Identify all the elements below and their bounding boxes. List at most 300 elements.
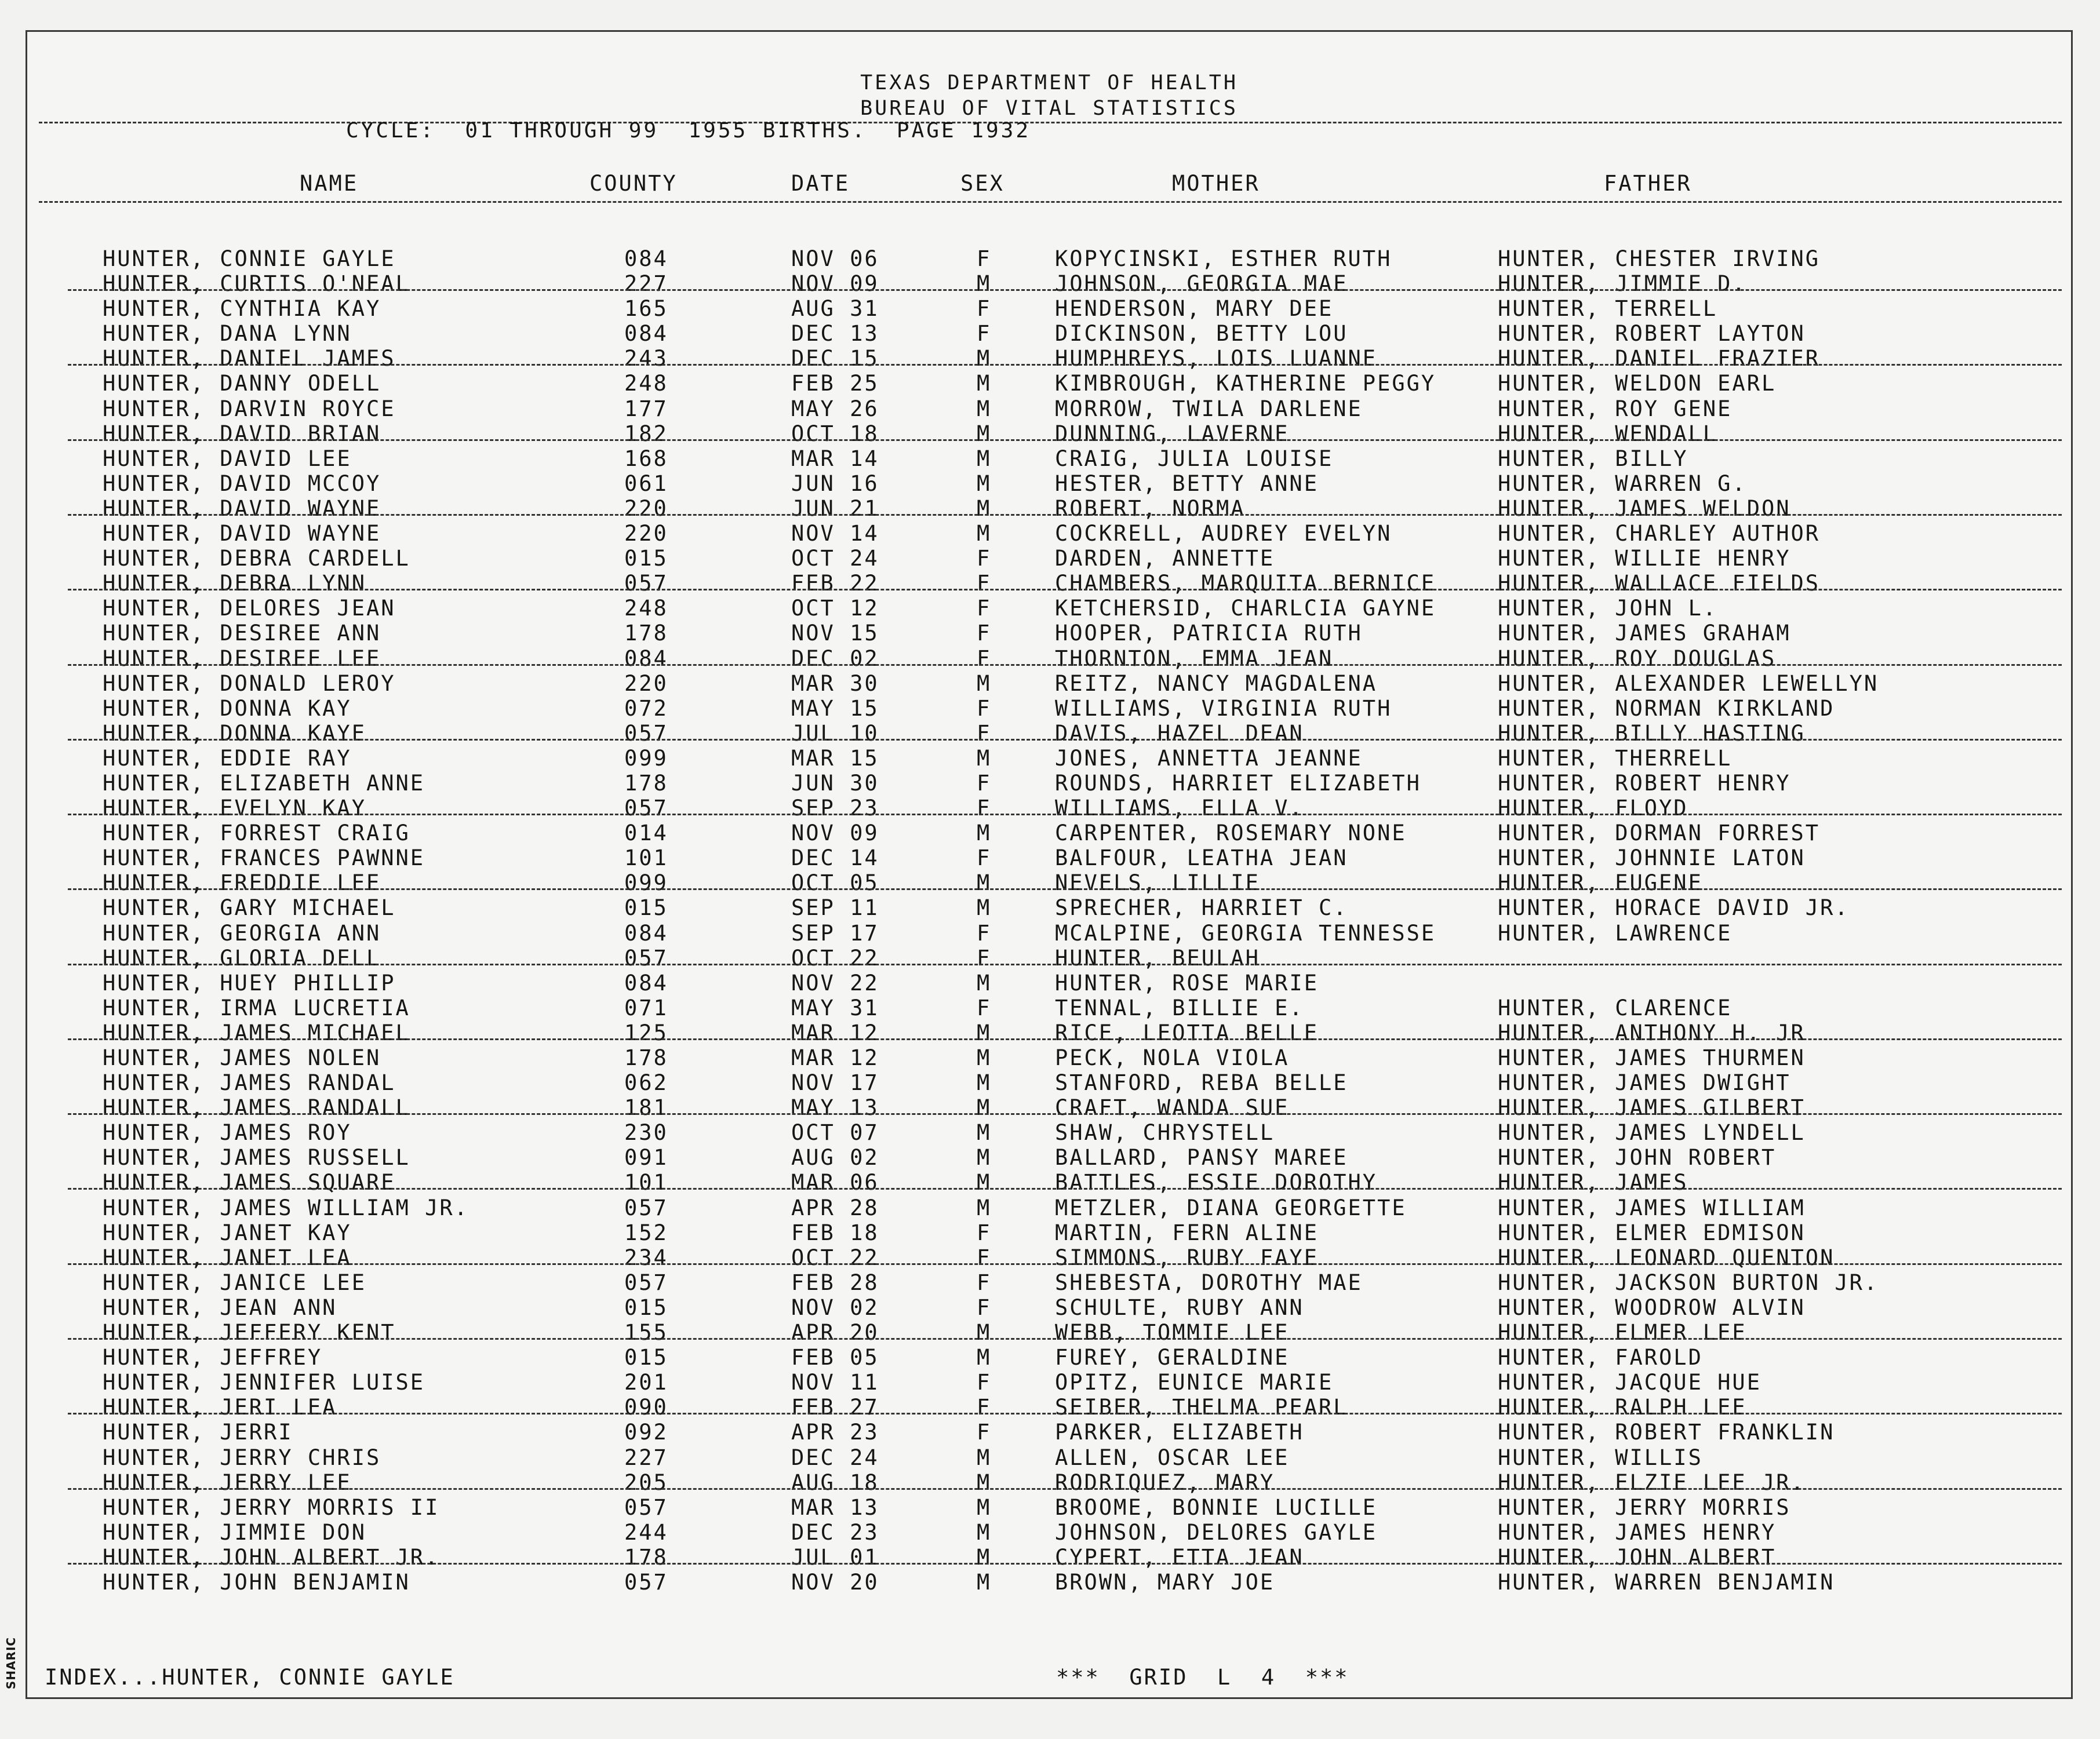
record-name: HUNTER, DAVID WAYNE [103,521,381,546]
record-father: HUNTER, JAMES LYNDELL [1498,1120,1806,1146]
record-name: HUNTER, CONNIE GAYLE [103,246,396,271]
record-county: 220 [624,521,668,546]
record-father: HUNTER, DANIEL FRAZIER [1498,346,1821,371]
record-date: FEB 22 [791,571,879,596]
record-father: HUNTER, ROBERT FRANKLIN [1498,1420,1835,1445]
record-county: 015 [624,1345,668,1370]
record-date: MAR 30 [791,670,879,696]
record-row [27,396,2071,421]
record-name: HUNTER, JERRY LEE [103,1470,352,1495]
birth-records-list [27,246,2071,1595]
record-sex: M [977,446,992,471]
record-date: OCT 24 [791,546,879,571]
record-sex: M [977,895,992,921]
record-mother: THORNTON, EMMA JEAN [1055,646,1334,671]
record-row [27,621,2071,646]
record-name: HUNTER, DONALD LEROY [103,670,396,696]
record-sex: F [977,1270,992,1295]
record-sex: M [977,821,992,846]
record-county: 057 [624,1195,668,1220]
record-row [27,546,2071,571]
record-father: HUNTER, BILLY [1498,446,1688,471]
record-row [27,1070,2071,1095]
record-mother: BALLARD, PANSY MAREE [1055,1145,1348,1171]
record-name: HUNTER, IRMA LUCRETIA [103,995,410,1020]
record-row [27,946,2071,971]
record-father: HUNTER, JAMES HENRY [1498,1519,1777,1545]
record-row [27,446,2071,471]
record-date: JUN 30 [791,770,879,796]
record-date: NOV 20 [791,1569,879,1595]
record-sex: M [977,1345,992,1370]
record-mother: HOOPER, PATRICIA RUTH [1055,621,1363,646]
record-name: HUNTER, GEORGIA ANN [103,920,381,946]
record-mother: CHAMBERS, MARQUITA BERNICE [1055,571,1436,596]
record-county: 220 [624,495,668,521]
record-name: HUNTER, DANNY ODELL [103,371,381,396]
record-county: 015 [624,546,668,571]
record-mother: KETCHERSID, CHARLCIA GAYNE [1055,596,1436,621]
record-father: HUNTER, LEONARD QUENTON [1498,1245,1835,1270]
record-mother: CRAIG, JULIA LOUISE [1055,446,1334,471]
record-row [27,895,2071,920]
record-mother: HUNTER, BEULAH [1055,945,1260,971]
record-county: 061 [624,471,668,496]
record-row [27,346,2071,371]
record-sex: F [977,1420,992,1445]
record-sex: M [977,1544,992,1570]
record-date: MAR 14 [791,446,879,471]
record-mother: FUREY, GERALDINE [1055,1345,1290,1370]
record-county: 230 [624,1120,668,1146]
record-father: HUNTER, BILLY HASTING [1498,720,1806,746]
record-row [27,671,2071,696]
record-county: 201 [624,1370,668,1395]
record-row [27,1470,2071,1495]
record-row [27,1420,2071,1445]
record-sex: F [977,596,992,621]
record-county: 152 [624,1220,668,1245]
record-date: DEC 23 [791,1519,879,1545]
record-sex: M [977,1470,992,1495]
record-mother: PARKER, ELIZABETH [1055,1420,1304,1445]
record-date: MAR 15 [791,745,879,771]
record-county: 227 [624,271,668,297]
record-sex: M [977,1120,992,1146]
record-row [27,1220,2071,1245]
record-father: HUNTER, EUGENE [1498,870,1703,896]
record-name: HUNTER, DONNA KAY [103,695,352,721]
microfiche-sheet [26,30,2073,1699]
record-father: HUNTER, JAMES DWIGHT [1498,1070,1791,1096]
record-date: OCT 22 [791,1245,879,1270]
footer-grid: *** GRID L 4 *** [1056,1665,1349,1690]
record-date: OCT 07 [791,1120,879,1146]
record-name: HUNTER, JAMES ROY [103,1120,352,1146]
record-county: 155 [624,1320,668,1346]
record-row [27,996,2071,1020]
record-father: HUNTER, FAROLD [1498,1345,1703,1370]
record-date: DEC 14 [791,845,879,871]
record-date: SEP 23 [791,796,879,821]
record-mother: STANFORD, REBA BELLE [1055,1070,1348,1096]
record-county: 015 [624,895,668,921]
record-date: JUN 16 [791,471,879,496]
record-father: HUNTER, CLARENCE [1498,995,1733,1020]
record-sex: F [977,1245,992,1270]
record-name: HUNTER, JAMES RANDAL [103,1070,396,1096]
record-father: HUNTER, RALPH LEE [1498,1395,1747,1420]
record-mother: SPRECHER, HARRIET C. [1055,895,1348,921]
record-county: 057 [624,1270,668,1295]
record-name: HUNTER, JERI LEA [103,1395,337,1420]
record-row [27,596,2071,621]
record-mother: DUNNING, LAVERNE [1055,421,1290,446]
record-date: NOV 09 [791,271,879,297]
record-county: 057 [624,945,668,971]
record-sex: F [977,296,992,322]
record-mother: CRAFT, WANDA SUE [1055,1095,1290,1121]
record-sex: F [977,720,992,746]
record-row [27,1495,2071,1520]
record-county: 057 [624,720,668,746]
record-date: JUN 21 [791,495,879,521]
record-sex: M [977,745,992,771]
record-row [27,870,2071,895]
record-name: HUNTER, FRANCES PAWNNE [103,845,425,871]
record-mother: METZLER, DIANA GEORGETTE [1055,1195,1407,1220]
header-bureau: BUREAU OF VITAL STATISTICS [860,97,1238,120]
record-sex: M [977,1445,992,1470]
record-mother: SEIBER, THELMA PEARL [1055,1395,1348,1420]
record-mother: OPITZ, EUNICE MARIE [1055,1370,1334,1395]
record-father: HUNTER, ELMER EDMISON [1498,1220,1806,1245]
record-father: HUNTER, CHESTER IRVING [1498,246,1821,271]
record-name: HUNTER, DAVID BRIAN [103,421,381,446]
record-row [27,296,2071,321]
record-row [27,1245,2071,1270]
record-mother: CARPENTER, ROSEMARY NONE [1055,821,1407,846]
record-date: APR 20 [791,1320,879,1346]
record-mother: MARTIN, FERN ALINE [1055,1220,1319,1245]
record-sex: M [977,1170,992,1195]
record-mother: JONES, ANNETTA JEANNE [1055,745,1363,771]
record-row [27,321,2071,346]
record-father: HUNTER, JOHNNIE LATON [1498,845,1806,871]
record-name: HUNTER, JOHN ALBERT JR. [103,1544,440,1570]
record-name: HUNTER, JERRY MORRIS II [103,1494,440,1520]
record-father: HUNTER, JAMES GRAHAM [1498,621,1791,646]
record-father: HUNTER, JIMMIE D. [1498,271,1747,297]
record-date: FEB 18 [791,1220,879,1245]
record-county: 220 [624,670,668,696]
record-sex: F [977,321,992,347]
record-father: HUNTER, NORMAN KIRKLAND [1498,695,1835,721]
record-name: HUNTER, JANET LEA [103,1245,352,1270]
record-father: HUNTER, JAMES THURMEN [1498,1045,1806,1070]
record-county: 084 [624,646,668,671]
record-county: 234 [624,1245,668,1270]
record-date: AUG 18 [791,1470,879,1495]
record-date: OCT 18 [791,421,879,446]
record-date: APR 23 [791,1420,879,1445]
record-sex: M [977,371,992,396]
record-mother: JOHNSON, DELORES GAYLE [1055,1519,1378,1545]
record-county: 168 [624,446,668,471]
column-header-sex: SEX [960,171,1004,196]
record-sex: M [977,1070,992,1096]
record-sex: F [977,845,992,871]
record-sex: M [977,521,992,546]
record-row [27,1145,2071,1170]
record-sex: F [977,246,992,271]
record-county: 092 [624,1420,668,1445]
record-name: HUNTER, CYNTHIA KAY [103,296,381,322]
record-mother: DARDEN, ANNETTE [1055,546,1275,571]
record-name: HUNTER, DAVID MCCOY [103,471,381,496]
record-name: HUNTER, DESIREE ANN [103,621,381,646]
record-county: 244 [624,1519,668,1545]
record-mother: HUNTER, ROSE MARIE [1055,970,1319,996]
record-date: FEB 05 [791,1345,879,1370]
record-mother: WILLIAMS, VIRGINIA RUTH [1055,695,1392,721]
record-father: HUNTER, JAMES [1498,1170,1688,1195]
record-sex: M [977,421,992,446]
record-mother: JOHNSON, GEORGIA MAE [1055,271,1348,297]
record-father: HUNTER, ROY GENE [1498,396,1733,421]
record-mother: REITZ, NANCY MAGDALENA [1055,670,1378,696]
record-row [27,1195,2071,1220]
record-county: 101 [624,845,668,871]
record-name: HUNTER, JAMES MICHAEL [103,1020,410,1045]
record-name: HUNTER, DANIEL JAMES [103,346,396,371]
record-county: 072 [624,695,668,721]
record-father: HUNTER, ROY DOUGLAS [1498,646,1777,671]
record-father: HUNTER, WARREN G. [1498,471,1747,496]
record-sex: M [977,1145,992,1171]
margin-stamp-text: SHARIC [4,1636,19,1690]
record-name: HUNTER, JAMES NOLEN [103,1045,381,1070]
record-name: HUNTER, DELORES JEAN [103,596,396,621]
record-county: 084 [624,920,668,946]
record-county: 057 [624,1569,668,1595]
record-date: MAY 31 [791,995,879,1020]
record-mother: BALFOUR, LEATHA JEAN [1055,845,1348,871]
record-sex: M [977,870,992,896]
record-row [27,646,2071,671]
record-date: NOV 14 [791,521,879,546]
record-sex: F [977,995,992,1020]
record-sex: M [977,1045,992,1070]
record-father: HUNTER, DORMAN FORREST [1498,821,1821,846]
record-sex: M [977,1020,992,1045]
record-date: NOV 09 [791,821,879,846]
record-father: HUNTER, ELZIE LEE JR. [1498,1470,1806,1495]
header-agency: TEXAS DEPARTMENT OF HEALTH [860,71,1238,94]
record-sex: M [977,970,992,996]
record-row [27,796,2071,821]
record-row [27,571,2071,596]
record-name: HUNTER, GLORIA DELL [103,945,381,971]
record-date: JUL 10 [791,720,879,746]
record-father: HUNTER, CHARLEY AUTHOR [1498,521,1821,546]
column-header-mother: MOTHER [1172,171,1260,196]
record-row [27,1370,2071,1395]
record-county: 248 [624,371,668,396]
record-row [27,1520,2071,1545]
record-row [27,1295,2071,1320]
record-row [27,1545,2071,1570]
record-date: FEB 27 [791,1395,879,1420]
record-father: HUNTER, JOHN L. [1498,596,1718,621]
record-county: 101 [624,1170,668,1195]
record-mother: BATTLES, ESSIE DOROTHY [1055,1170,1378,1195]
record-county: 084 [624,970,668,996]
record-sex: F [977,546,992,571]
record-row [27,1120,2071,1145]
record-father: HUNTER, ELMER LEE [1498,1320,1747,1346]
record-row [27,521,2071,546]
record-father: HUNTER, WILLIS [1498,1445,1703,1470]
record-name: HUNTER, JAMES SQUARE [103,1170,396,1195]
record-county: 178 [624,1045,668,1070]
record-mother: BROWN, MARY JOE [1055,1569,1275,1595]
record-row [27,771,2071,796]
record-row [27,1170,2071,1195]
record-name: HUNTER, FREDDIE LEE [103,870,381,896]
record-sex: M [977,1320,992,1346]
record-father: HUNTER, JOHN ALBERT [1498,1544,1777,1570]
record-father: HUNTER, WOODROW ALVIN [1498,1295,1806,1320]
record-county: 084 [624,246,668,271]
record-county: 125 [624,1020,668,1045]
record-date: MAR 06 [791,1170,879,1195]
record-name: HUNTER, JAMES RUSSELL [103,1145,410,1171]
record-name: HUNTER, DANA LYNN [103,321,352,347]
record-father: HUNTER, WILLIE HENRY [1498,546,1791,571]
record-county: 182 [624,421,668,446]
record-county: 181 [624,1095,668,1121]
record-father: HUNTER, JERRY MORRIS [1498,1494,1791,1520]
record-date: NOV 22 [791,970,879,996]
column-header-date: DATE [791,171,850,196]
record-mother: DICKINSON, BETTY LOU [1055,321,1348,347]
record-county: 099 [624,870,668,896]
record-mother: SHEBESTA, DOROTHY MAE [1055,1270,1363,1295]
record-mother: KOPYCINSKI, ESTHER RUTH [1055,246,1392,271]
record-date: MAY 15 [791,695,879,721]
record-date: OCT 12 [791,596,879,621]
record-county: 084 [624,321,668,347]
record-name: HUNTER, JENNIFER LUISE [103,1370,425,1395]
record-sex: F [977,945,992,971]
record-mother: SCHULTE, RUBY ANN [1055,1295,1304,1320]
record-name: HUNTER, DAVID WAYNE [103,495,381,521]
record-date: SEP 11 [791,895,879,921]
record-row [27,1045,2071,1070]
record-father: HUNTER, THERRELL [1498,745,1733,771]
record-sex: M [977,396,992,421]
record-name: HUNTER, JAMES RANDALL [103,1095,410,1121]
record-row [27,921,2071,946]
record-name: HUNTER, JIMMIE DON [103,1519,366,1545]
record-mother: RODRIQUEZ, MARY [1055,1470,1275,1495]
record-mother: TENNAL, BILLIE E. [1055,995,1304,1020]
record-sex: F [977,796,992,821]
record-date: MAR 12 [791,1020,879,1045]
record-row [27,1095,2071,1120]
record-mother: COCKRELL, AUDREY EVELYN [1055,521,1392,546]
record-father: HUNTER, JACQUE HUE [1498,1370,1761,1395]
header-cycle: CYCLE: 01 THROUGH 99 1955 BIRTHS. PAGE 1932 [346,119,1031,143]
record-sex: F [977,646,992,671]
record-father: HUNTER, JAMES WILLIAM [1498,1195,1806,1220]
record-date: OCT 05 [791,870,879,896]
record-row [27,496,2071,521]
record-sex: F [977,1220,992,1245]
record-county: 178 [624,621,668,646]
record-row [27,845,2071,870]
record-name: HUNTER, JANET KAY [103,1220,352,1245]
record-row [27,421,2071,446]
record-name: HUNTER, JERRY CHRIS [103,1445,381,1470]
record-row [27,1570,2071,1595]
record-date: DEC 02 [791,646,879,671]
record-county: 071 [624,995,668,1020]
record-mother: PECK, NOLA VIOLA [1055,1045,1290,1070]
record-sex: F [977,621,992,646]
record-row [27,1270,2071,1295]
record-mother: HENDERSON, MARY DEE [1055,296,1334,322]
record-name: HUNTER, DARVIN ROYCE [103,396,396,421]
record-sex: F [977,1370,992,1395]
record-mother: HESTER, BETTY ANNE [1055,471,1319,496]
record-mother: HUMPHREYS, LOIS LUANNE [1055,346,1378,371]
footer-index: INDEX...HUNTER, CONNIE GAYLE [45,1665,455,1690]
record-name: HUNTER, JEFFERY KENT [103,1320,396,1346]
column-header-father: FATHER [1604,171,1692,196]
record-mother: CYPERT, ETTA JEAN [1055,1544,1304,1570]
record-name: HUNTER, JANICE LEE [103,1270,366,1295]
record-father: HUNTER, WENDALL [1498,421,1718,446]
record-father: HUNTER, TERRELL [1498,296,1718,322]
record-county: 099 [624,745,668,771]
record-date: AUG 02 [791,1145,879,1171]
record-father: HUNTER, ROBERT LAYTON [1498,321,1806,347]
record-date: DEC 15 [791,346,879,371]
record-name: HUNTER, DEBRA LYNN [103,571,366,596]
record-date: FEB 28 [791,1270,879,1295]
record-row [27,471,2071,496]
record-county: 015 [624,1295,668,1320]
record-date: MAR 13 [791,1494,879,1520]
record-sex: M [977,471,992,496]
record-name: HUNTER, FORREST CRAIG [103,821,410,846]
record-mother: ROBERT, NORMA [1055,495,1246,521]
record-mother: SHAW, CHRYSTELL [1055,1120,1275,1146]
record-county: 057 [624,796,668,821]
record-mother: ROUNDS, HARRIET ELIZABETH [1055,770,1421,796]
record-row [27,1395,2071,1420]
record-date: FEB 25 [791,371,879,396]
record-sex: F [977,920,992,946]
record-county: 062 [624,1070,668,1096]
record-name: HUNTER, DAVID LEE [103,446,352,471]
record-date: NOV 06 [791,246,879,271]
record-sex: F [977,1295,992,1320]
record-row [27,1020,2071,1045]
record-father: HUNTER, JACKSON BURTON JR. [1498,1270,1879,1295]
